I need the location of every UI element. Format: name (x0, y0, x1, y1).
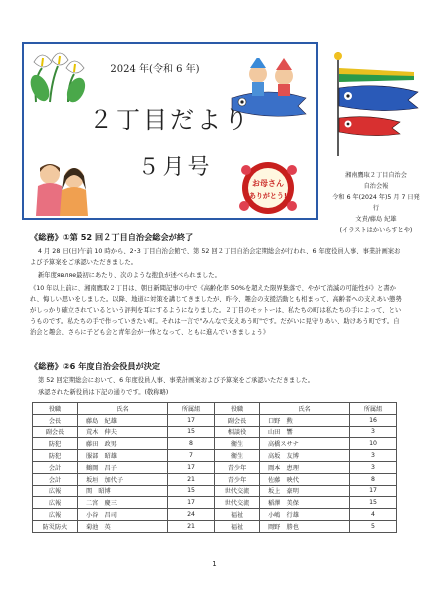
cell-group: 5 (350, 520, 397, 532)
editor-credit: 文責/藤島 紀雄 (355, 216, 397, 223)
cell-group: 8 (350, 473, 397, 485)
cell-role: 副会長 (33, 426, 78, 438)
table-row (33, 438, 397, 450)
cell-role: 会長 (33, 414, 78, 426)
koinobori-pole-illustration (330, 52, 422, 156)
cell-group: 17 (350, 485, 397, 497)
cell-name: 坂垣 加代子 (78, 473, 168, 485)
table-row (33, 426, 397, 438)
cell-role: 衛生 (215, 438, 260, 450)
cell-role: 広報 (33, 509, 78, 521)
calla-lily-illustration (28, 48, 90, 104)
cell-role: 会計 (33, 473, 78, 485)
cell-name: 藤田 政男 (78, 438, 168, 450)
table-row (33, 497, 397, 509)
table-row (33, 473, 397, 485)
cell-role: 世代交流 (215, 485, 260, 497)
publication-date: 令和 6 年(2024 年)5 月 7 日発行 (332, 194, 420, 212)
cell-group: 17 (168, 461, 215, 473)
cell-name: 鶴岡 昌子 (78, 461, 168, 473)
cell-role: 福祉 (215, 520, 260, 532)
cell-group: 17 (168, 414, 215, 426)
section1-heading: 《総務》①第 52 回２丁目自治会総会が終了 (30, 232, 194, 242)
cell-group: 15 (350, 497, 397, 509)
badge-line1: お母さん (252, 179, 284, 188)
cell-name: 関 昭博 (78, 485, 168, 497)
cell-name: 荒木 伸夫 (78, 426, 168, 438)
header-name: 氏名 (260, 403, 350, 415)
cell-group: 16 (350, 414, 397, 426)
newsletter-title: ２丁目だより (89, 106, 251, 134)
cell-role: 会計 (33, 461, 78, 473)
cell-role: 広報 (33, 497, 78, 509)
cell-role: 世代交流 (215, 497, 260, 509)
header-role: 役職 (33, 403, 78, 415)
table-header-row (33, 403, 397, 415)
header-group: 所属組 (168, 403, 215, 415)
cell-group: 15 (168, 485, 215, 497)
carnation-badge (232, 160, 304, 216)
section1-paragraph1: 4 月 28 日(日)午前 10 時から、2･3 丁目自治会館で、第 52 回２丁目自治会定期総会が行われ、6 年度役員人事、事業計画案および予算案をご承認いただきました。 (30, 248, 401, 266)
publication-info (330, 170, 422, 236)
header-year: 2024 年(令和 6 年) (110, 64, 200, 75)
section2-heading: 《総務》②6 年度自治会役員が決定 (30, 361, 161, 371)
cell-group: 4 (350, 509, 397, 521)
cell-role: 防災防火 (33, 520, 78, 532)
cell-name: 菊池 英 (78, 520, 168, 532)
header-role: 役職 (215, 403, 260, 415)
section1-paragraph2: 新年度являе最初にあたり、次のような抱負が述べられました。 (38, 272, 221, 279)
table-row (33, 461, 397, 473)
cell-name: 佐藤 映代 (260, 473, 350, 485)
cell-group: 7 (168, 450, 215, 462)
cell-role: 副会長 (215, 414, 260, 426)
section1-paragraph3: 《10 年以上前に、湘南鷹取２丁目は、朝日新聞記事の中で《高齢化率 50%を超えた限界集落で、やがて消滅の可能性が》と書かれ、悔しい思いをしました。以降、地道に対策を講じてきましたが、昨今、趣会の支援活動とも相まって、高齢者への支えあい態勢がしっかり確立されているという評判を耳にするようになりました。２丁目のモットーは、私たちの町は私たちの手によって、というものです。私たちの手で作っていきたい町。それは一言で"みんなで支えあう町"です。だがいに見守りあい、助けあう町です。自治会と趣会、さらに子ども会と青年会が一体となって、ともに進んでいきましょう》 (30, 285, 402, 336)
cell-group: 21 (168, 473, 215, 485)
cell-name: 山田 響 (260, 426, 350, 438)
cell-role: 相談役 (215, 426, 260, 438)
cell-group: 3 (350, 426, 397, 438)
cell-name: 服部 昭雄 (78, 450, 168, 462)
cell-group: 3 (350, 450, 397, 462)
cell-role: 青少年 (215, 473, 260, 485)
header-group: 所属組 (350, 403, 397, 415)
table-row (33, 414, 397, 426)
cell-name: 坂上 豪明 (260, 485, 350, 497)
table-row (33, 520, 397, 532)
officers-table (32, 402, 397, 533)
badge-line2: ありがとう! (248, 192, 288, 200)
cell-role: 衛生 (215, 450, 260, 462)
cell-group: 3 (350, 461, 397, 473)
cell-name: 小嶋 行雄 (260, 509, 350, 521)
table-row (33, 485, 397, 497)
cell-group: 15 (168, 426, 215, 438)
cell-group: 10 (350, 438, 397, 450)
cell-group: 8 (168, 438, 215, 450)
cell-role: 青少年 (215, 461, 260, 473)
cell-name: 岡野 勝也 (260, 520, 350, 532)
illustration-credit: (イラストはかいらすとや) (339, 227, 413, 234)
mother-child-illustration (30, 160, 94, 216)
section2-paragraph2: 承認された新役員は下記の通りです。(敬称略) (38, 389, 169, 396)
cell-name: 二宮 慶三 (78, 497, 168, 509)
cell-role: 福祉 (215, 509, 260, 521)
cell-name: 口野 勲 (260, 414, 350, 426)
cell-name: 稲澤 美保 (260, 497, 350, 509)
cell-name: 小谷 昌司 (78, 509, 168, 521)
publication-type: 自治会報 (363, 183, 389, 190)
cell-group: 24 (168, 509, 215, 521)
cell-name: 高坂 友博 (260, 450, 350, 462)
cell-name: 高橋スサナ (260, 438, 350, 450)
page-number: 1 (212, 560, 217, 568)
table-row (33, 450, 397, 462)
cell-name: 藤島 紀雄 (78, 414, 168, 426)
cell-role: 防犯 (33, 450, 78, 462)
cell-group: 21 (168, 520, 215, 532)
org-name: 湘南鷹取２丁目自治会 (345, 172, 407, 179)
cell-role: 広報 (33, 485, 78, 497)
header-name: 氏名 (78, 403, 168, 415)
table-row (33, 509, 397, 521)
cell-group: 17 (168, 497, 215, 509)
issue-label: ５月号 (137, 155, 213, 180)
cell-name: 岡本 恵理 (260, 461, 350, 473)
cell-role: 防犯 (33, 438, 78, 450)
section2-paragraph1: 第 52 回定期総会において、6 年度役員人事、事業計画案および予算案をご承認いただきました。 (38, 377, 315, 384)
